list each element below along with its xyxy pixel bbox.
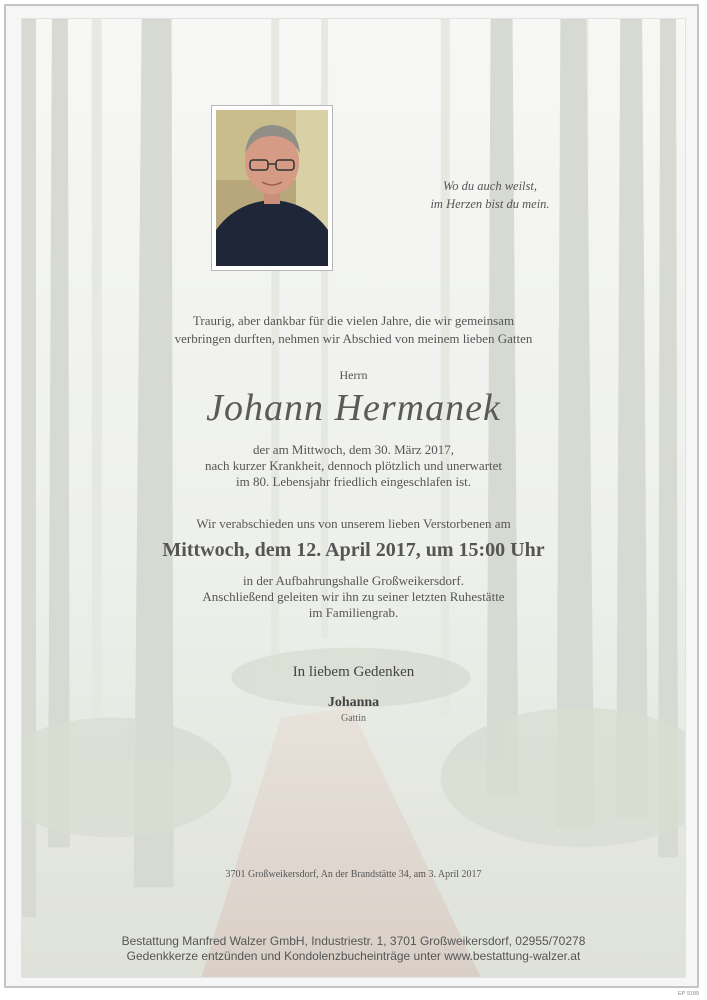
forest-background-image [22,19,685,977]
motto-line-2: im Herzen bist du mein. [430,197,550,211]
intro-text [0,312,707,348]
motto-line-1: Wo du auch weilst, [443,179,537,193]
place-line-2: Anschließend geleiten wir ihn zu seiner letzten Ruhestätte [202,589,505,604]
footer-line-1: Bestattung Manfred Walzer GmbH, Industriestr. 1, 3701 Großweikersdorf, 02955/70278 [121,934,586,948]
death-line-2: nach kurzer Krankheit, dennoch plötzlich und unerwartet [204,458,503,473]
death-notice [0,442,707,490]
place-line-1: in der Aufbahrungshalle Großweikersdorf. [243,573,464,588]
memory-text: In liebem Gedenken [292,664,415,680]
death-line-1: der am Mittwoch, dem 30. März 2017, [252,442,455,457]
place-line-3: im Familiengrab. [308,605,399,620]
deceased-name: Johann Hermanek [206,387,501,429]
portrait-photo [216,110,328,266]
death-line-3: im 80. Lebensjahr friedlich eingeschlafen ist. [235,474,471,489]
card-background [21,18,686,978]
intro-line-1: Traurig, aber dankbar für die vielen Jahre, die wir gemeinsam [192,313,515,328]
footer-line-2: Gedenkkerze entzünden und Kondolenzbucheinträge unter www.bestattung-walzer.at [126,949,581,963]
salutation: Herrn [339,368,368,382]
funeral-date: Mittwoch, dem 12. April 2017, um 15:00 Uhr [162,539,545,561]
funeral-place [0,573,707,621]
print-code: EP 9189 [677,991,699,997]
portrait-frame [211,105,333,271]
funeral-home-footer [0,934,707,964]
dateline: 3701 Großweikersdorf, An der Brandstätte 34, am 3. April 2017 [225,869,482,880]
motto-verse [390,177,590,213]
mourner-relation: Gattin [341,713,366,724]
mourner-name: Johanna [327,695,380,710]
intro-line-2: verbringen durften, nehmen wir Abschied von meinem lieben Gatten [174,331,533,346]
farewell-intro: Wir verabschieden uns von unserem lieben Verstorbenen am [196,516,511,531]
